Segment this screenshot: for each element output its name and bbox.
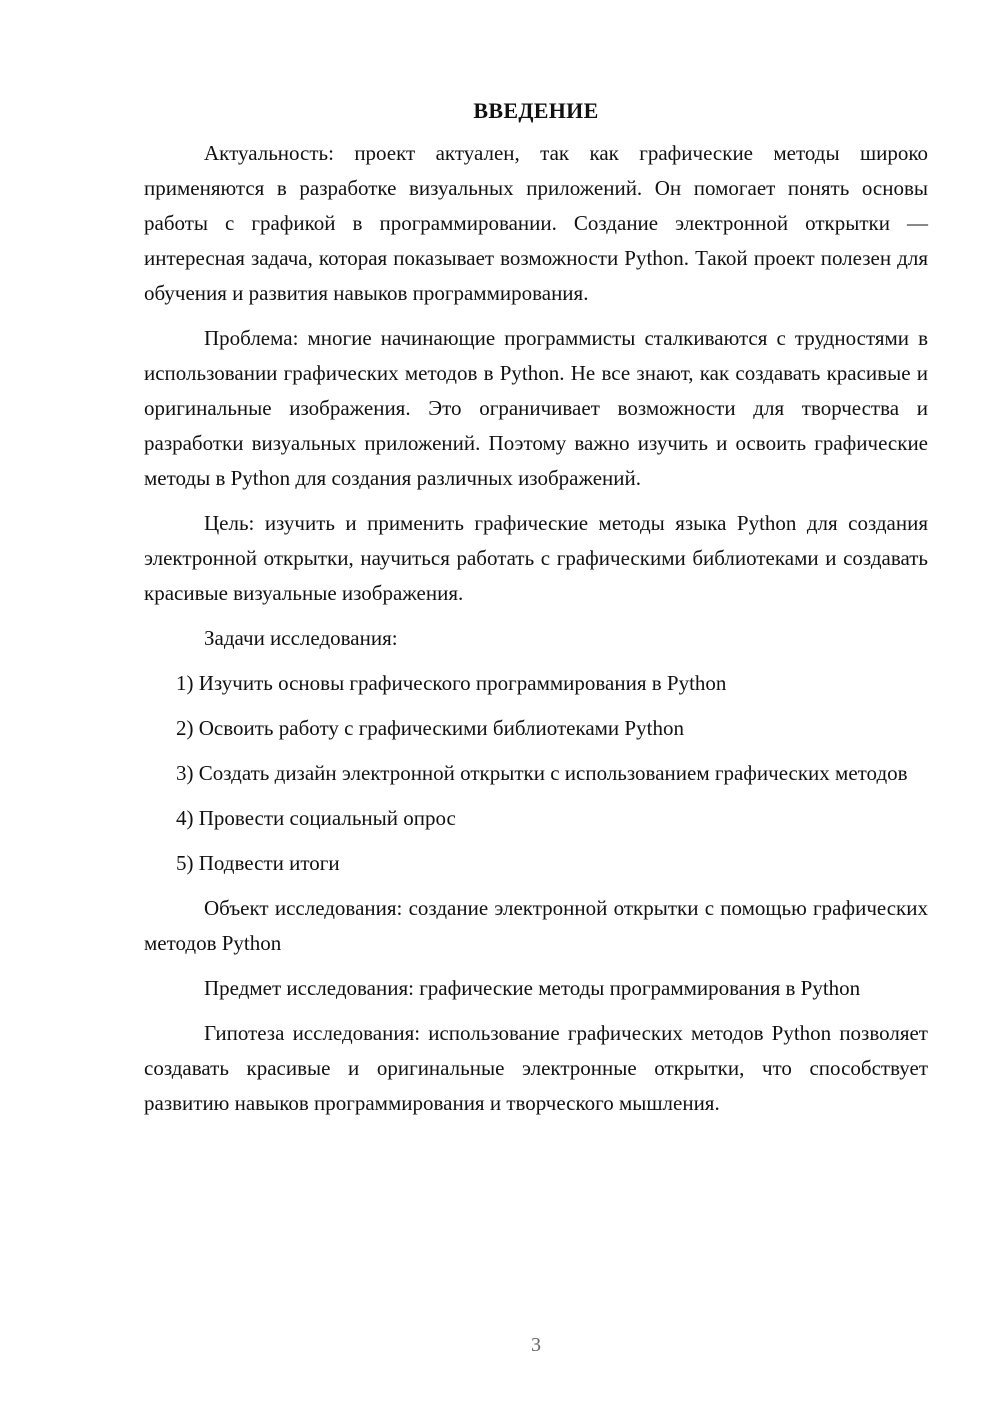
relevance-paragraph: Актуальность: проект актуален, так как графические методы широко применяются в разработке визуальных приложений. Он помогает понять основы работы с графикой в программировании. Создание электронной открытки — интересная задача, которая показывает возможности Python. Такой проект полезен для обучения и развития навыков программирования. (144, 141, 928, 305)
research-subject-paragraph: Предмет исследования: графические методы программирования в Python (204, 976, 861, 1000)
goal-paragraph: Цель: изучить и применить графические методы языка Python для создания электронной открытки, научиться работать с графическими библиотеками и создавать красивые визуальные изображения. (144, 511, 928, 605)
section-title: ВВЕДЕНИЕ (473, 98, 599, 123)
tasks-heading: Задачи исследования: (204, 626, 398, 650)
task-item-5: 5) Подвести итоги (176, 851, 340, 875)
page-number: 3 (531, 1334, 541, 1356)
problem-paragraph: Проблема: многие начинающие программисты сталкиваются с трудностями в использовании графических методов в Python. Не все знают, как создавать красивые и оригинальные изображения. Это ограничивает возможности для творчества и разработки визуальных приложений. Поэтому важно изучить и освоить графические методы в Python для создания различных изображений. (144, 326, 928, 490)
research-object-paragraph: Объект исследования: создание электронной открытки с помощью графических методов Python (144, 896, 928, 955)
task-item-2: 2) Освоить работу с графическими библиотеками Python (176, 716, 684, 740)
task-item-3: 3) Создать дизайн электронной открытки с использованием графических методов (176, 761, 908, 785)
task-item-4: 4) Провести социальный опрос (176, 806, 456, 830)
hypothesis-paragraph: Гипотеза исследования: использование графических методов Python позволяет создавать красивые и оригинальные электронные открытки, что способствует развитию навыков программирования и творческого мышления. (144, 1021, 928, 1115)
task-item-1: 1) Изучить основы графического программирования в Python (176, 671, 727, 695)
